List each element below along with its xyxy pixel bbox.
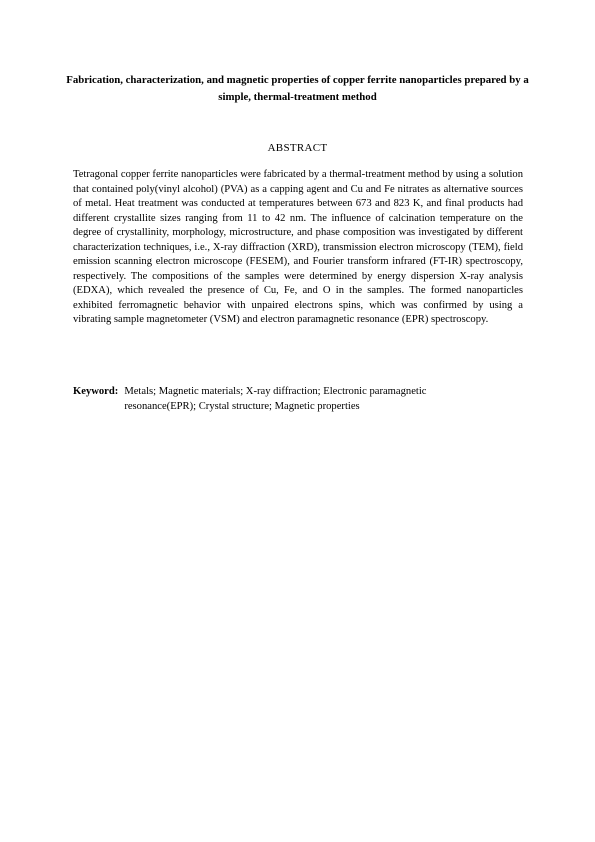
keywords-text: Metals; Magnetic materials; X-ray diffraction; Electronic paramagnetic resonance(EPR); Crystal structure; Magnetic properties [124, 386, 427, 412]
keywords-label: Keyword: [73, 386, 119, 397]
keywords-section [73, 385, 523, 414]
abstract-text: Tetragonal copper ferrite nanoparticles were fabricated by a thermal-treatment method by using a solution that contained poly(vinyl alcohol) (PVA) as a capping agent and Cu and Fe nitrates as alternative sources of metal. Heat treatment was conducted at temperatures between 673 and 823 K, and final products had different crystallite sizes ranging from 11 to 42 nm. The influence of calcination temperature on the degree of crystallinity, morphology, microstructure, and phase composition was investigated by different characterization techniques, i.e., X-ray diffraction (XRD), transmission electron microscopy (TEM), field emission scanning electron microscope (FESEM), and Fourier transform infrared (FT-IR) spectroscopy, respectively. The compositions of the samples were determined by energy dispersion X-ray analysis (EDXA), which revealed the presence of Cu, Fe, and O in the samples. The formed nanoparticles exhibited ferromagnetic behavior with unpaired electrons spins, which was confirmed by using a vibrating sample magnetometer (VSM) and electron paramagnetic resonance (EPR) spectroscopy. [73, 169, 523, 325]
paper-title: Fabrication, characterization, and magnetic properties of copper ferrite nanoparticles prepared by a simple, thermal-treatment method [66, 74, 529, 103]
abstract-heading: ABSTRACT [267, 142, 328, 154]
